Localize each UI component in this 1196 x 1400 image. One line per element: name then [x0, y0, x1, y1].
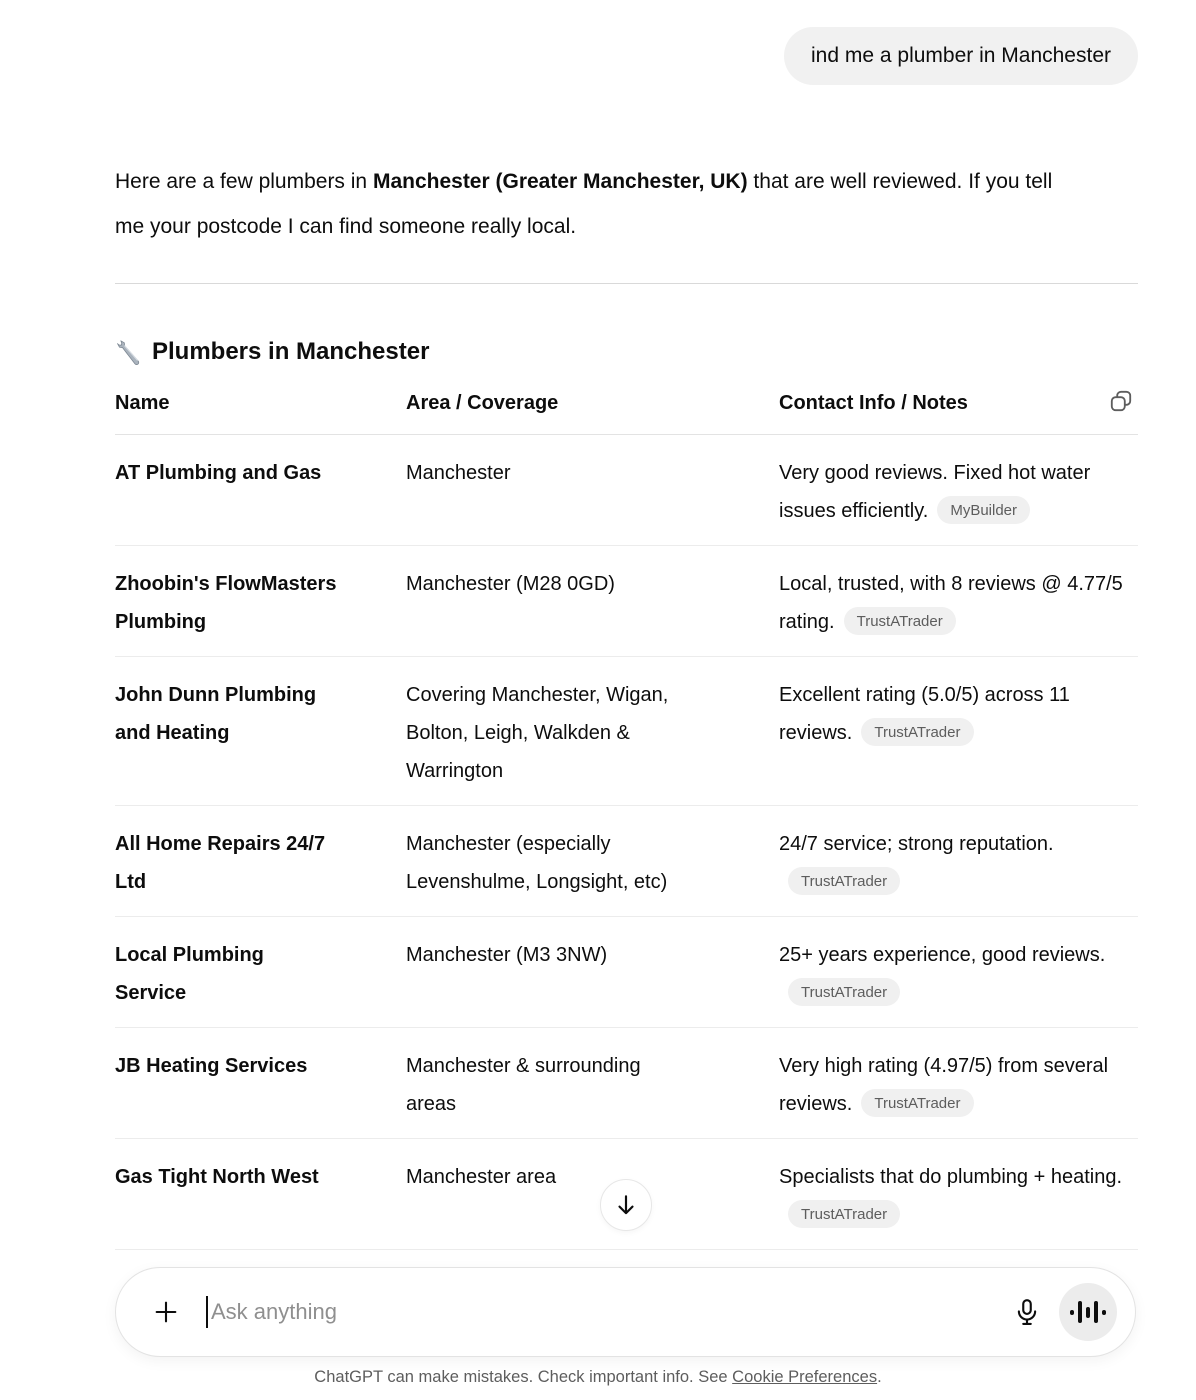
plumber-name: AT Plumbing and Gas — [115, 462, 322, 484]
plumber-notes — [779, 1047, 1138, 1123]
plumber-notes — [779, 825, 1138, 901]
notes-text: Excellent rating (5.0/5) across 11 reviews. — [779, 684, 1070, 744]
copy-table-button[interactable] — [1104, 384, 1138, 418]
chat-input-placeholder: Ask anything — [211, 1299, 337, 1324]
column-header-area: Area / Coverage — [406, 392, 559, 414]
table-row — [115, 546, 1138, 657]
plumbers-table — [115, 390, 1138, 1250]
plumber-name: Local Plumbing Service — [115, 944, 264, 1004]
conversation — [115, 0, 1138, 1250]
chat-input[interactable] — [206, 1296, 1005, 1328]
plus-icon — [152, 1298, 180, 1326]
table-row — [115, 1028, 1138, 1139]
user-message-row — [115, 27, 1138, 85]
table-heading-label: Plumbers in Manchester — [152, 338, 430, 365]
source-badge[interactable]: TrustATrader — [861, 1089, 973, 1117]
intro-suffix: that are well reviewed. If you tell me your postcode I can find someone really local. — [115, 170, 1053, 238]
plumber-notes — [779, 454, 1138, 530]
table-row — [115, 806, 1138, 917]
plumber-area: Manchester (especially Levenshulme, Longsight, etc) — [406, 833, 668, 893]
disclaimer-text: ChatGPT can make mistakes. Check important info. See — [314, 1368, 733, 1386]
notes-text: Very good reviews. Fixed hot water issues efficiently. — [779, 462, 1091, 522]
plumber-notes — [779, 676, 1138, 790]
plumber-notes — [779, 1158, 1138, 1234]
table-row — [115, 917, 1138, 1028]
intro-bold-location: Manchester (Greater Manchester, UK) — [372, 170, 748, 193]
plumber-area: Manchester & surrounding areas — [406, 1055, 641, 1115]
section-divider — [115, 283, 1138, 284]
source-badge[interactable]: TrustATrader — [788, 978, 900, 1006]
plumber-area: Manchester — [406, 462, 511, 484]
source-badge[interactable]: TrustATrader — [844, 607, 956, 635]
table-heading — [115, 336, 1138, 368]
voice-mode-icon — [1070, 1301, 1106, 1323]
notes-text: 24/7 service; strong reputation. — [779, 833, 1054, 855]
voice-mode-button[interactable] — [1059, 1283, 1117, 1341]
plumber-name: Zhoobin's FlowMasters Plumbing — [115, 573, 337, 633]
plumber-area: Manchester area — [406, 1166, 557, 1188]
plumber-name: JB Heating Services — [115, 1055, 308, 1077]
notes-text: 25+ years experience, good reviews. — [779, 944, 1106, 966]
plumber-area: Manchester (M3 3NW) — [406, 944, 608, 966]
plumber-area: Covering Manchester, Wigan, Bolton, Leigh, Walkden & Warrington — [406, 684, 669, 782]
plumber-notes — [779, 936, 1138, 1012]
copy-icon — [1108, 388, 1134, 414]
scroll-down-icon — [613, 1192, 639, 1218]
table-row — [115, 657, 1138, 806]
plumber-notes — [779, 565, 1138, 641]
cookie-preferences-link[interactable]: Cookie Preferences — [732, 1368, 878, 1386]
plumber-area: Manchester (M28 0GD) — [406, 573, 615, 595]
intro-prefix: Here are a few plumbers in — [115, 170, 373, 193]
disclaimer — [0, 1368, 1196, 1387]
source-badge[interactable]: TrustATrader — [861, 718, 973, 746]
wrench-icon — [115, 339, 142, 366]
message-composer[interactable] — [115, 1267, 1136, 1357]
scroll-to-bottom-button[interactable] — [600, 1179, 652, 1231]
disclaimer-period: . — [877, 1368, 882, 1386]
microphone-icon — [1012, 1297, 1042, 1327]
plumber-name: All Home Repairs 24/7 Ltd — [115, 833, 326, 893]
assistant-intro-text — [115, 159, 1075, 249]
plumber-name: John Dunn Plumbing and Heating — [115, 684, 317, 744]
notes-text: Local, trusted, with 8 reviews @ 4.77/5 rating. — [779, 573, 1123, 633]
table-row — [115, 435, 1138, 546]
table-header-row — [115, 390, 1138, 435]
dictate-button[interactable] — [1005, 1290, 1049, 1334]
user-message-bubble: ind me a plumber in Manchester — [784, 27, 1138, 85]
source-badge[interactable]: MyBuilder — [937, 496, 1030, 524]
notes-text: Specialists that do plumbing + heating. — [779, 1166, 1122, 1188]
plumber-name: Gas Tight North West — [115, 1166, 319, 1188]
attach-button[interactable] — [144, 1290, 188, 1334]
column-header-notes: Contact Info / Notes — [779, 392, 968, 414]
source-badge[interactable]: TrustATrader — [788, 1200, 900, 1228]
text-cursor — [206, 1296, 208, 1328]
column-header-name: Name — [115, 392, 170, 414]
source-badge[interactable]: TrustATrader — [788, 867, 900, 895]
notes-text: Very high rating (4.97/5) from several reviews. — [779, 1055, 1109, 1115]
